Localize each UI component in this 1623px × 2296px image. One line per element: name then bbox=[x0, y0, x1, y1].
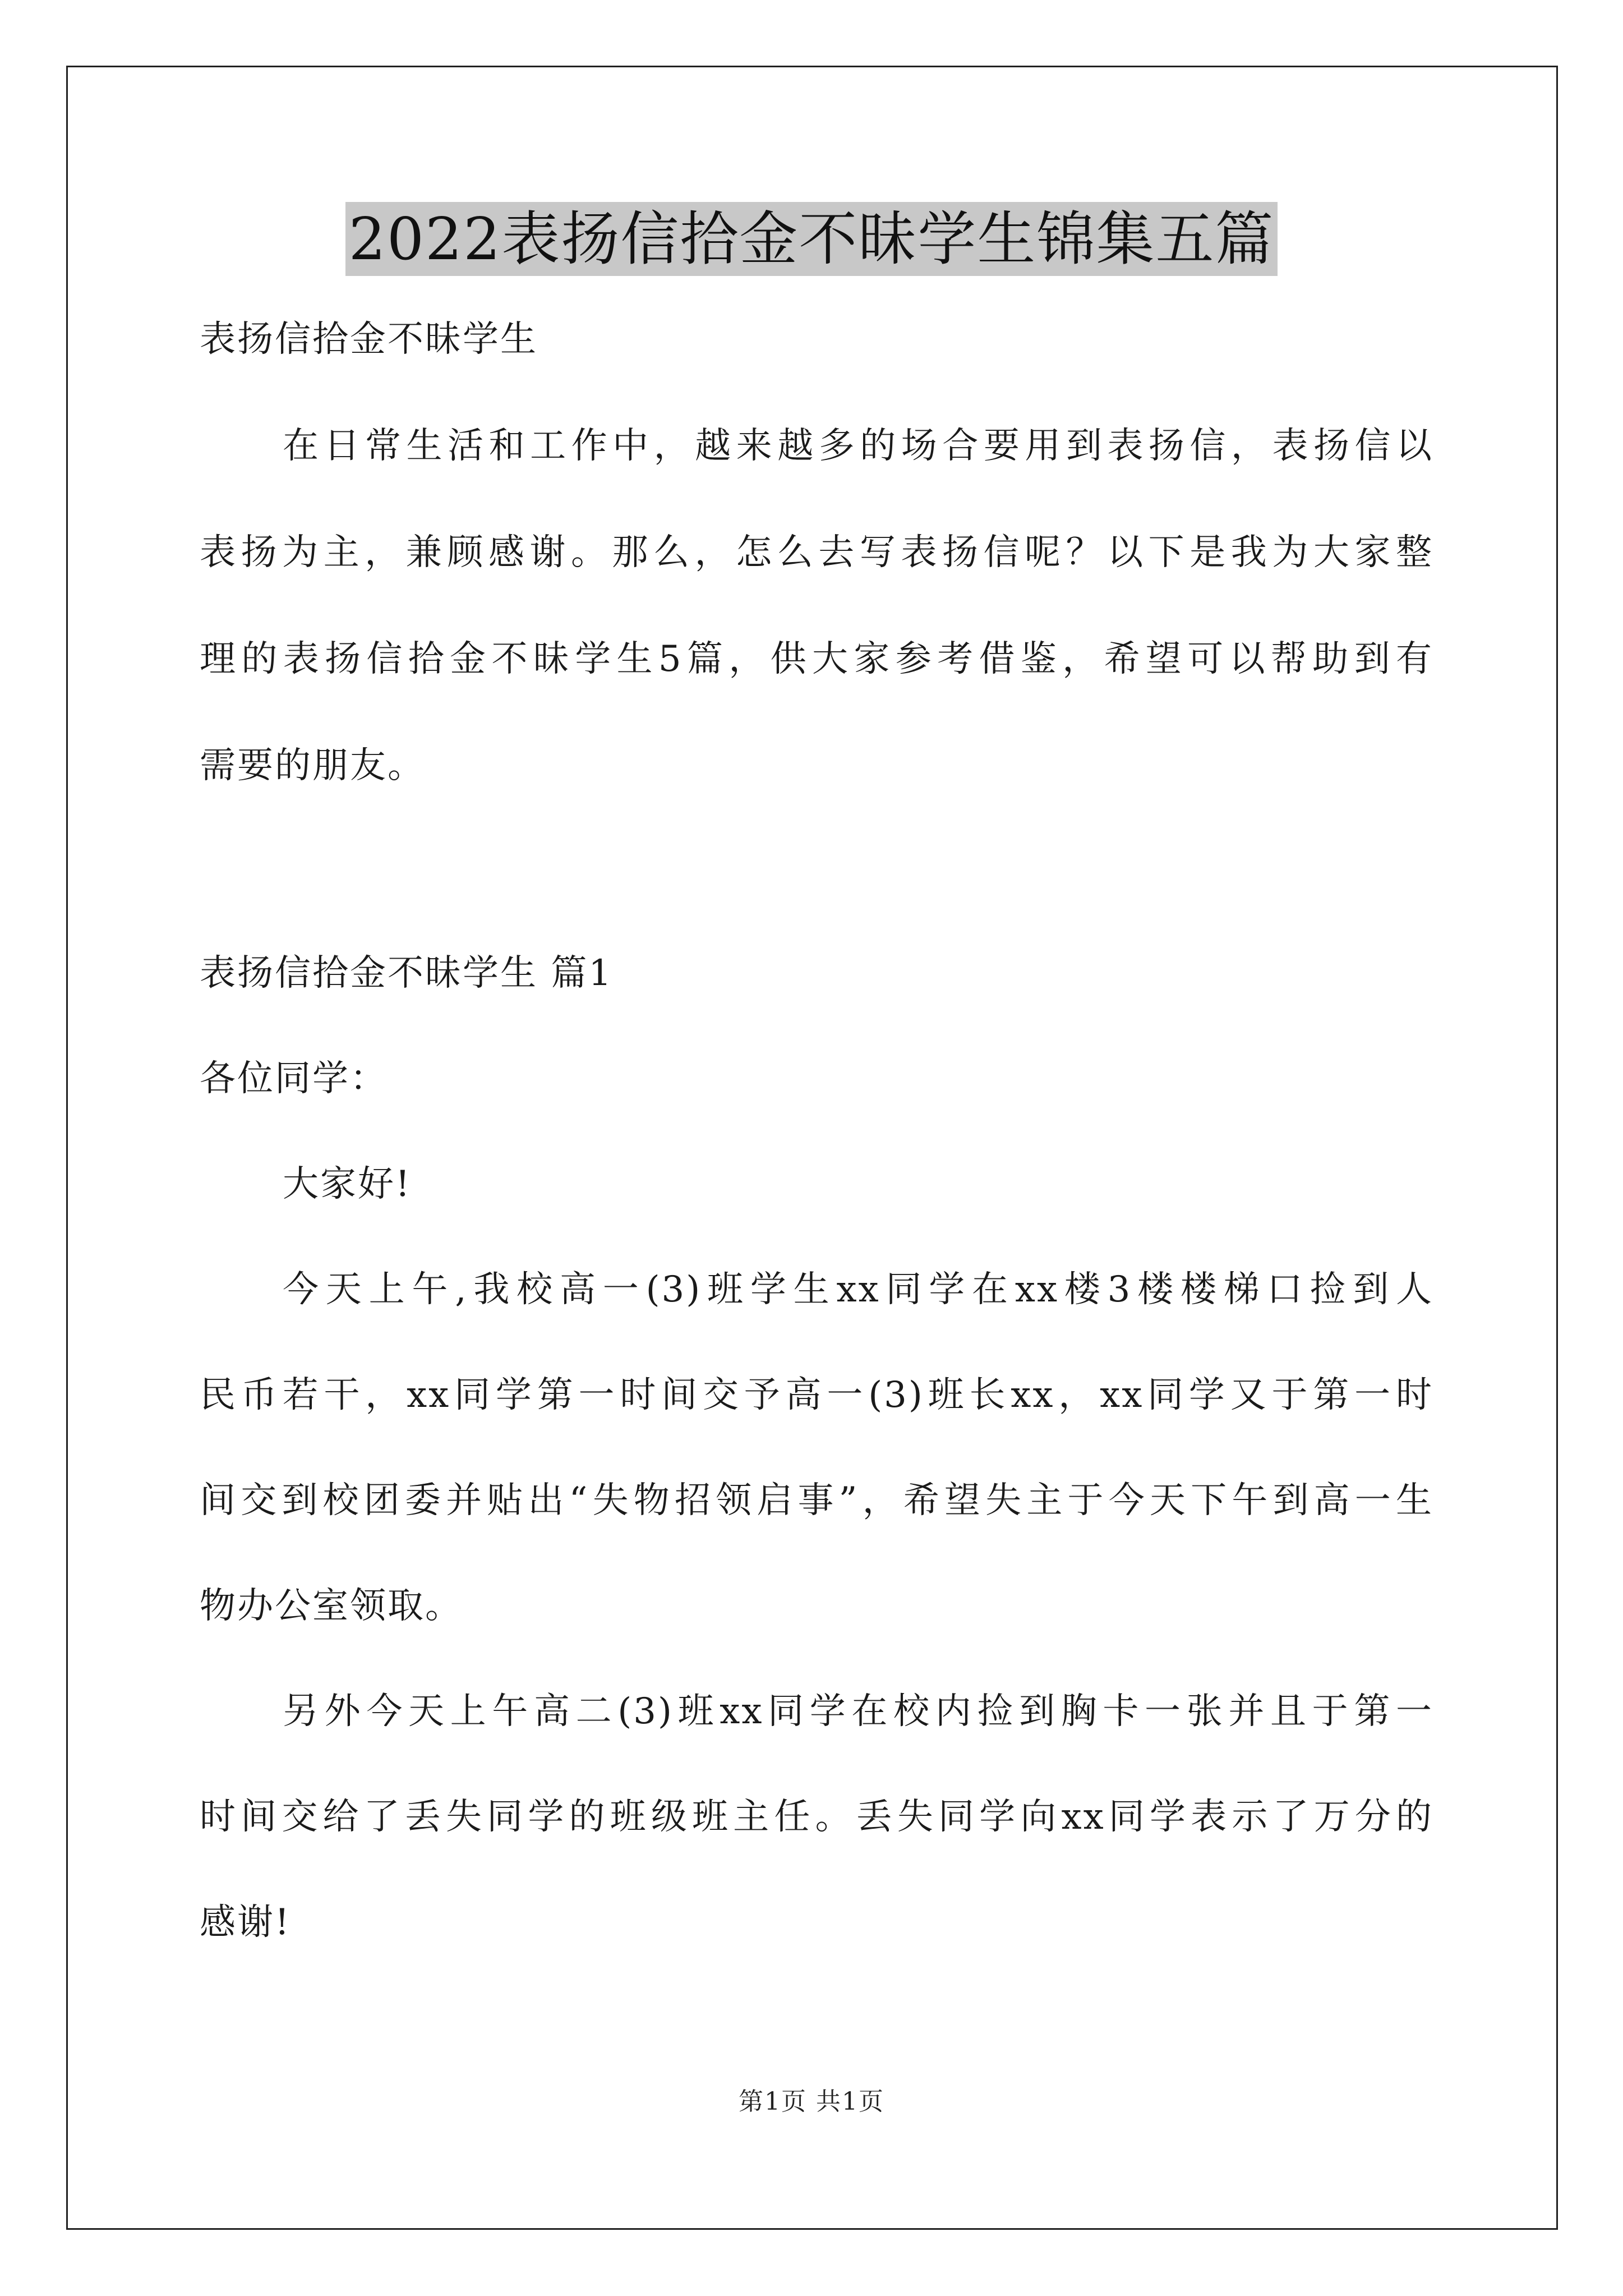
paragraph-line: 感谢! bbox=[200, 1902, 291, 1943]
paragraph-line: 需要的朋友。 bbox=[200, 745, 425, 786]
section-heading: 表扬信拾金不昧学生 篇1 bbox=[200, 953, 614, 994]
greeting: 大家好! bbox=[283, 1163, 412, 1205]
paragraph-line: 理的表扬信拾金不昧学生5篇，供大家参考借鉴，希望可以帮助到有 bbox=[200, 638, 1433, 680]
section-heading: 表扬信拾金不昧学生 bbox=[200, 319, 538, 360]
page-footer: 第1页 共1页 bbox=[739, 2087, 884, 2116]
title-container bbox=[0, 202, 1623, 276]
paragraph-line: 在日常生活和工作中，越来越多的场合要用到表扬信，表扬信以 bbox=[283, 425, 1433, 467]
paragraph-line: 间交到校团委并贴出“失物招领启事”，希望失主于今天下午到高一生 bbox=[200, 1480, 1433, 1521]
paragraph-line: 物办公室领取。 bbox=[200, 1585, 463, 1627]
paragraph-line: 今天上午,我校高一(3)班学生xx同学在xx楼3楼楼梯口捡到人 bbox=[283, 1269, 1433, 1310]
document-title: 2022表扬信拾金不昧学生锦集五篇 bbox=[345, 202, 1278, 276]
salutation: 各位同学： bbox=[200, 1058, 388, 1099]
paragraph-line: 另外今天上午高二(3)班xx同学在校内捡到胸卡一张并且于第一 bbox=[283, 1691, 1433, 1732]
paragraph-line: 民币若干，xx同学第一时间交予高一(3)班长xx，xx同学又于第一时 bbox=[200, 1374, 1433, 1416]
paragraph-line: 表扬为主，兼顾感谢。那么，怎么去写表扬信呢？以下是我为大家整 bbox=[200, 532, 1433, 573]
paragraph-line: 时间交给了丢失同学的班级班主任。丢失同学向xx同学表示了万分的 bbox=[200, 1796, 1433, 1838]
